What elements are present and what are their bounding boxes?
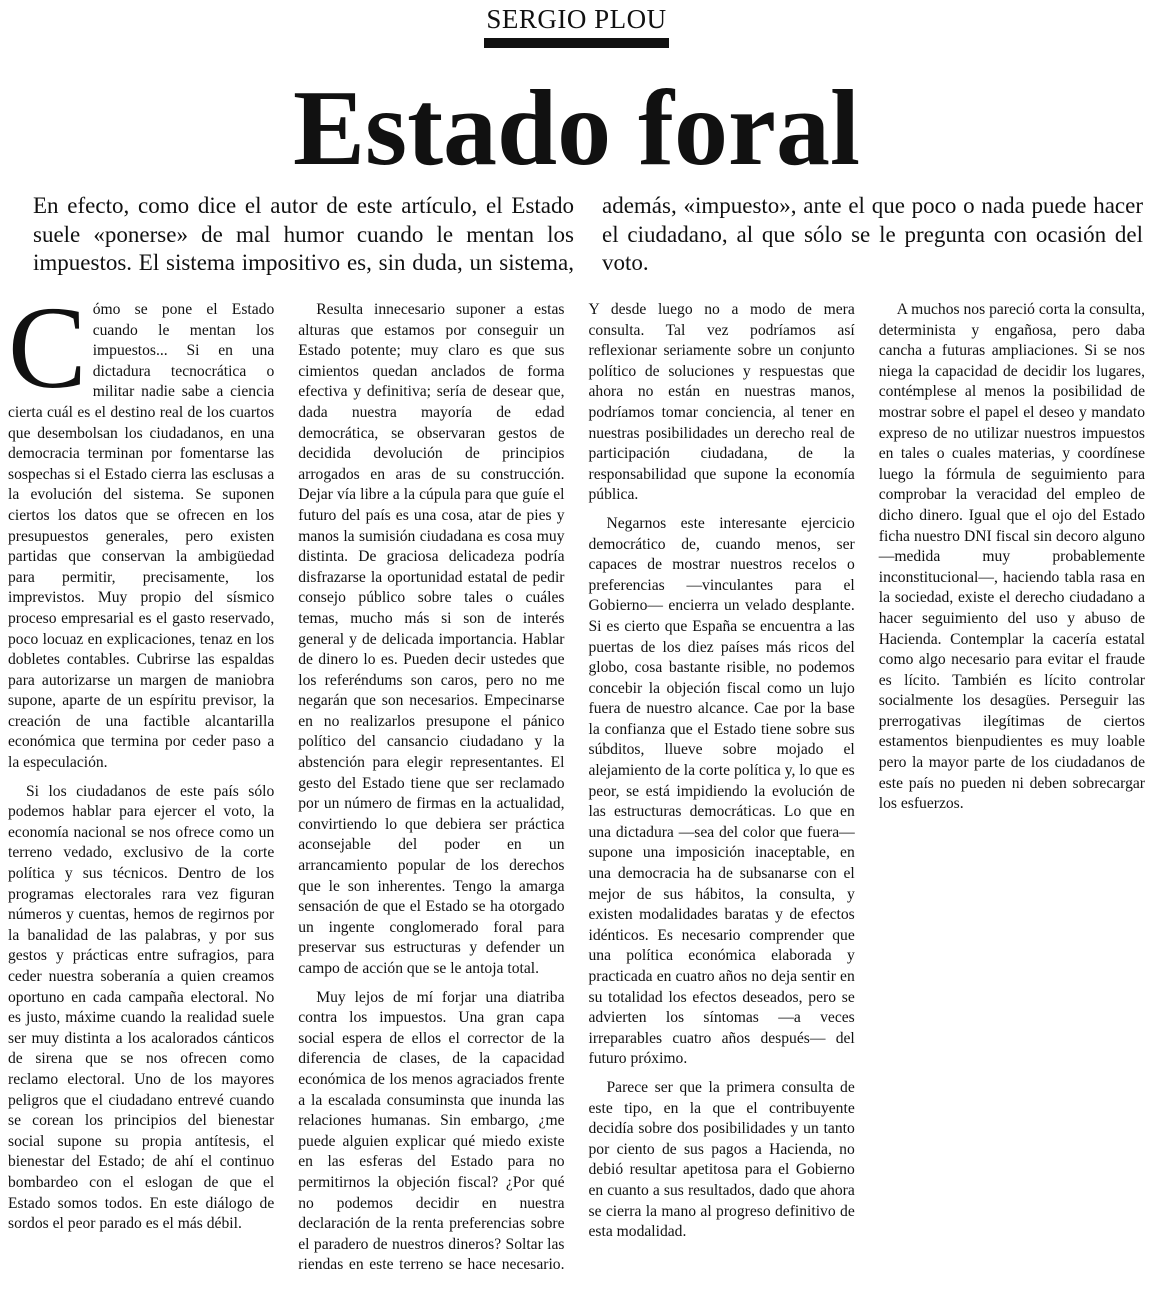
article-paragraph: Negarnos este interesante ejercicio democrático de, cuando menos, ser capaces de mostrar nuestros recelos o preferencias —vinculantes para el Gobierno— encierra un velado desplante. Si es cierto que España se encuentra a las puertas de los diez países más ricos del globo, cosa bastante risible, no podemos concebir la objeción fiscal como un lujo fuera de nuestro alcance. Cae por la base la confianza que el Estado tiene sobre sus súbditos, llueve sobre mojado el alejamiento de la corte política y, lo que es peor, se está impidiendo la evolución de las estructuras democráticas. Lo que en una dictadura —sea del color que fuera— supone una imposición inaceptable, en una democracia ha de subsanarse con el mejor de sus hábitos, la consulta, y existen modalidades baratas y de efectos idénticos. Es necesario comprender que una política económica elaborada y practicada en cuatro años no deja sentir en su totalidad los efectos deseados, pero se advierten los síntomas —a veces irreparables cuatro años después— del futuro próximo. (588, 514, 855, 1068)
article-paragraph: Parece ser que la primera consulta de este tipo, en la que el contribuyente decidía sobre dos posibilidades y un tanto por ciento de sus pagos a Hacienda, no debió resultar apetitosa para el Gobierno en cuanto a sus resultados, dado que ahora se cierra la mano al progreso definitivo de esta modalidad. (588, 1078, 855, 1241)
author-header (0, 4, 1153, 48)
article-title: Estado foral (293, 69, 860, 188)
article-paragraph: Si los ciudadanos de este país sólo podemos hablar para ejercer el voto, la economía nacional se nos ofrece como un terreno vedado, exclusivo de la corte política y sus técnicos. Dentro de los programas electorales rara vez figuran números y cuentas, hemos de regirnos por la banalidad de las palabras, y por sus gestos y prácticas entre sufragios, para ceder nuestra soberanía a quien creamos oportuno en cada campaña electoral. No es justo, máxime cuando la realidad suele ser muy distinta a los acalorados cánticos de sirena que se nos ofrecen como reclamo electoral. Uno de los mayores peligros que el ciudadano entrevé cuando se corean los principios del bienestar social supone su propia antítesis, el bienestar del Estado; de ahí el continuo bombardeo con el eslogan de que el Estado somos todos. En este diálogo de sordos el peor parado es el más débil. (8, 782, 275, 1233)
author-name: SERGIO PLOU (484, 4, 668, 48)
article-paragraph: Muy lejos de mí forjar una diatriba contra los impuestos. Una gran capa social espera de ellos el corrector de la diferencia de clases, de la capacidad económica de los menos agraciados frente a la escalada consuminsta que inunda las relaciones humanas. Sin embargo, ¿me puede alguien explicar qué miedo existe en las esferas del Estado para no permitirnos la objeción fiscal? ¿Por qué no podemos decidir en nuestra declaración de la renta preferencias sobre el paradero de nuestros dineros? Soltar las riendas en este terreno se hace necesario. Y desde luego no a modo de mera consulta. Tal vez podríamos así reflexionar seriamente sobre un conjunto político de soluciones y respuestas que ahora no están en nuestras manos, podríamos tomar conciencia, al tener en nuestras posibilidades un derecho real de participación ciudadana, de la responsabilidad que supone la economía pública. (298, 301, 855, 1274)
paragraph-text: ómo se pone el Estado cuando le mentan los impuestos... Si en una dictadura tecnocrática o militar nadie sabe a ciencia cierta cuál es el destino real de los cuartos que desembolsan los ciudadanos, en una democracia terminan por fomentarse las sospechas si el Estado cierra las esclusas a la evolución del sistema. Se suponen ciertos los datos que se ofrecen en los presupuestos generales, pero existen partidas que conservan la ambigüedad para permitir, precisamente, los imprevistos. Muy propio del sísmico proceso empresarial es el gasto reservado, poco locuaz en explicaciones, tenaz en los dobletes contables. Cubrirse las espaldas para autorizarse un margen de maniobra supone, aparte de un espíritu previsor, la creación de una factible alcantarilla económica que termina por ceder paso a la especulación. (8, 301, 275, 772)
drop-cap: C (8, 282, 87, 413)
article-paragraph: Resulta innecesario suponer a estas alturas que estamos por conseguir un Estado potente; muy claro es que sus cimientos quedan anclados de forma efectiva y definitiva; sería de desear que, dada nuestra mayoría de edad democrática, se observaran gestos de decidida devolución de principios arrogados en aras de su construcción. Dejar vía libre a la cúpula para que guíe el futuro del país es una cosa, atar de pies y manos la sumisión ciudadana es cosa muy distinta. De graciosa delicadeza podría disfrazarse la oportunidad estatal de pedir consejo público sobre tales o cuáles temas, mucho más si son de interés general y de delicada importancia. Hablar de dinero lo es. Pueden decir ustedes que los referéndums son caros, pero no me negarán que son necesarios. Empecinarse en no realizarlos presupone el pánico político del cansancio ciudadano y la abstención para elegir representantes. El gesto del Estado tiene que ser reclamado por un número de firmas en la actualidad, convirtiendo lo que debiera ser práctica aconsejable del poder en un arrancamiento popular de los derechos que le son inherentes. Tengo la amarga sensación de que el Estado se ha otorgado un ingente conglomerado foral para preservar sus estructuras y defender un campo de acción que se le antoja total. (298, 301, 565, 977)
article-paragraph (8, 282, 275, 774)
article-body (8, 282, 1145, 1280)
article-deck: En efecto, como dice el autor de este artículo, el Estado suele «ponerse» de mal humor cuando le mentan los impuestos. El sistema impositivo es, sin duda, un sistema, además, «impuesto», ante el que poco o nada puede hacer el ciudadano, al que sólo se le pregunta con ocasión del voto. (33, 193, 1143, 275)
article-paragraph: A muchos nos pareció corta la consulta, determinista y engañosa, pero daba cancha a futuras ampliaciones. Si se nos niega la capacidad de decidir los lugares, contémplese al menos la posibilidad de mostrar sobre el papel el deseo y mandato expreso de no utilizar nuestros impuestos en tales o cuales materias, y coordínese luego la fórmula de seguimiento para comprobar la veracidad del empleo de dicho dinero. Igual que el ojo del Estado ficha nuestro DNI fiscal sin decoro alguno —medida muy probablemente inconstitucional—, haciendo tabla rasa en la sociedad, existe el derecho ciudadano a hacer seguimiento del uso y abuso de Hacienda. Contemplar la cacería estatal como algo necesario para evitar el fraude es lícito. También es lícito controlar socialmente los desagües. Perseguir las prerrogativas ilegítimas de ciertos estamentos bienpudientes es muy loable pero la mayor parte de los ciudadanos de este país no pueden ni deben sobrecargar los esfuerzos. (878, 301, 1145, 813)
